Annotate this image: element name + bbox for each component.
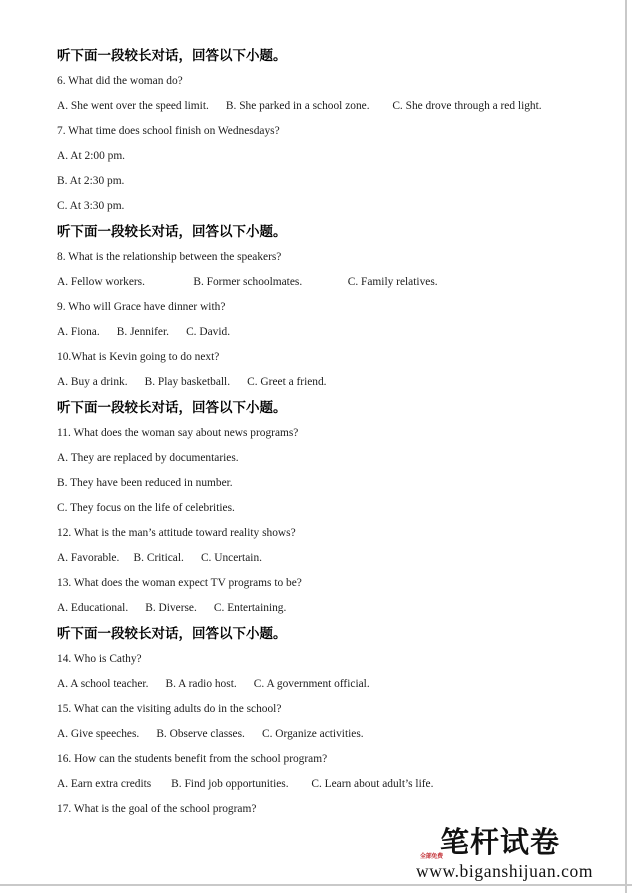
answer-options-line: C. At 3:30 pm. [57,200,125,212]
answer-options-line: A. A school teacher. B. A radio host. C. A government official. [57,678,370,690]
section-heading: 听下面一段较长对话，回答以下小题。 [57,626,287,642]
listening-section [57,48,597,213]
question-stem: 11. What does the woman say about news programs? [57,427,299,439]
answer-options-line: A. Earn extra credits B. Find job opportunities. C. Learn about adult’s life. [57,778,434,790]
question-stem: 17. What is the goal of the school program? [57,803,257,815]
answer-options-line: A. She went over the speed limit. B. She parked in a school zone. C. She drove through a red light. [57,100,542,112]
answer-options-line: A. At 2:00 pm. [57,150,126,162]
question-stem: 16. How can the students benefit from the school program? [57,753,328,765]
question-stem: 9. Who will Grace have dinner with? [57,301,226,313]
answer-options-line: C. They focus on the life of celebrities. [57,502,235,514]
question-stem: 8. What is the relationship between the speakers? [57,251,282,263]
answer-options-line: A. Give speeches. B. Observe classes. C. Organize activities. [57,728,364,740]
question-stem: 7. What time does school finish on Wednesdays? [57,125,280,137]
question-stem: 14. Who is Cathy? [57,653,142,665]
answer-options-line: A. Fellow workers. B. Former schoolmates. C. Family relatives. [57,276,438,288]
answer-options-line: A. Educational. B. Diverse. C. Entertaining. [57,602,287,614]
answer-options-line: A. Fiona. B. Jennifer. C. David. [57,326,231,338]
watermark [398,826,610,886]
listening-section [57,400,597,615]
question-stem: 15. What can the visiting adults do in the school? [57,703,282,715]
listening-section [57,626,597,816]
watermark-brand: 笔杆试卷 [440,825,561,859]
answer-options-line: A. They are replaced by documentaries. [57,452,239,464]
question-stem: 10.What is Kevin going to do next? [57,351,220,363]
section-heading: 听下面一段较长对话，回答以下小题。 [57,400,287,416]
question-stem: 12. What is the man’s attitude toward reality shows? [57,527,296,539]
section-heading: 听下面一段较长对话，回答以下小题。 [57,48,287,64]
watermark-free-badge: 全部免费 [420,853,443,860]
section-heading: 听下面一段较长对话，回答以下小题。 [57,224,287,240]
question-stem: 13. What does the woman expect TV programs to be? [57,577,302,589]
page-right-border [625,0,627,893]
answer-options-line: A. Buy a drink. B. Play basketball. C. Greet a friend. [57,376,327,388]
answer-options-line: B. They have been reduced in number. [57,477,233,489]
question-stem: 6. What did the woman do? [57,75,183,87]
watermark-url: www.biganshijuan.com [416,861,594,881]
answer-options-line: B. At 2:30 pm. [57,175,125,187]
listening-section [57,224,597,389]
answer-options-line: A. Favorable. B. Critical. C. Uncertain. [57,552,262,564]
